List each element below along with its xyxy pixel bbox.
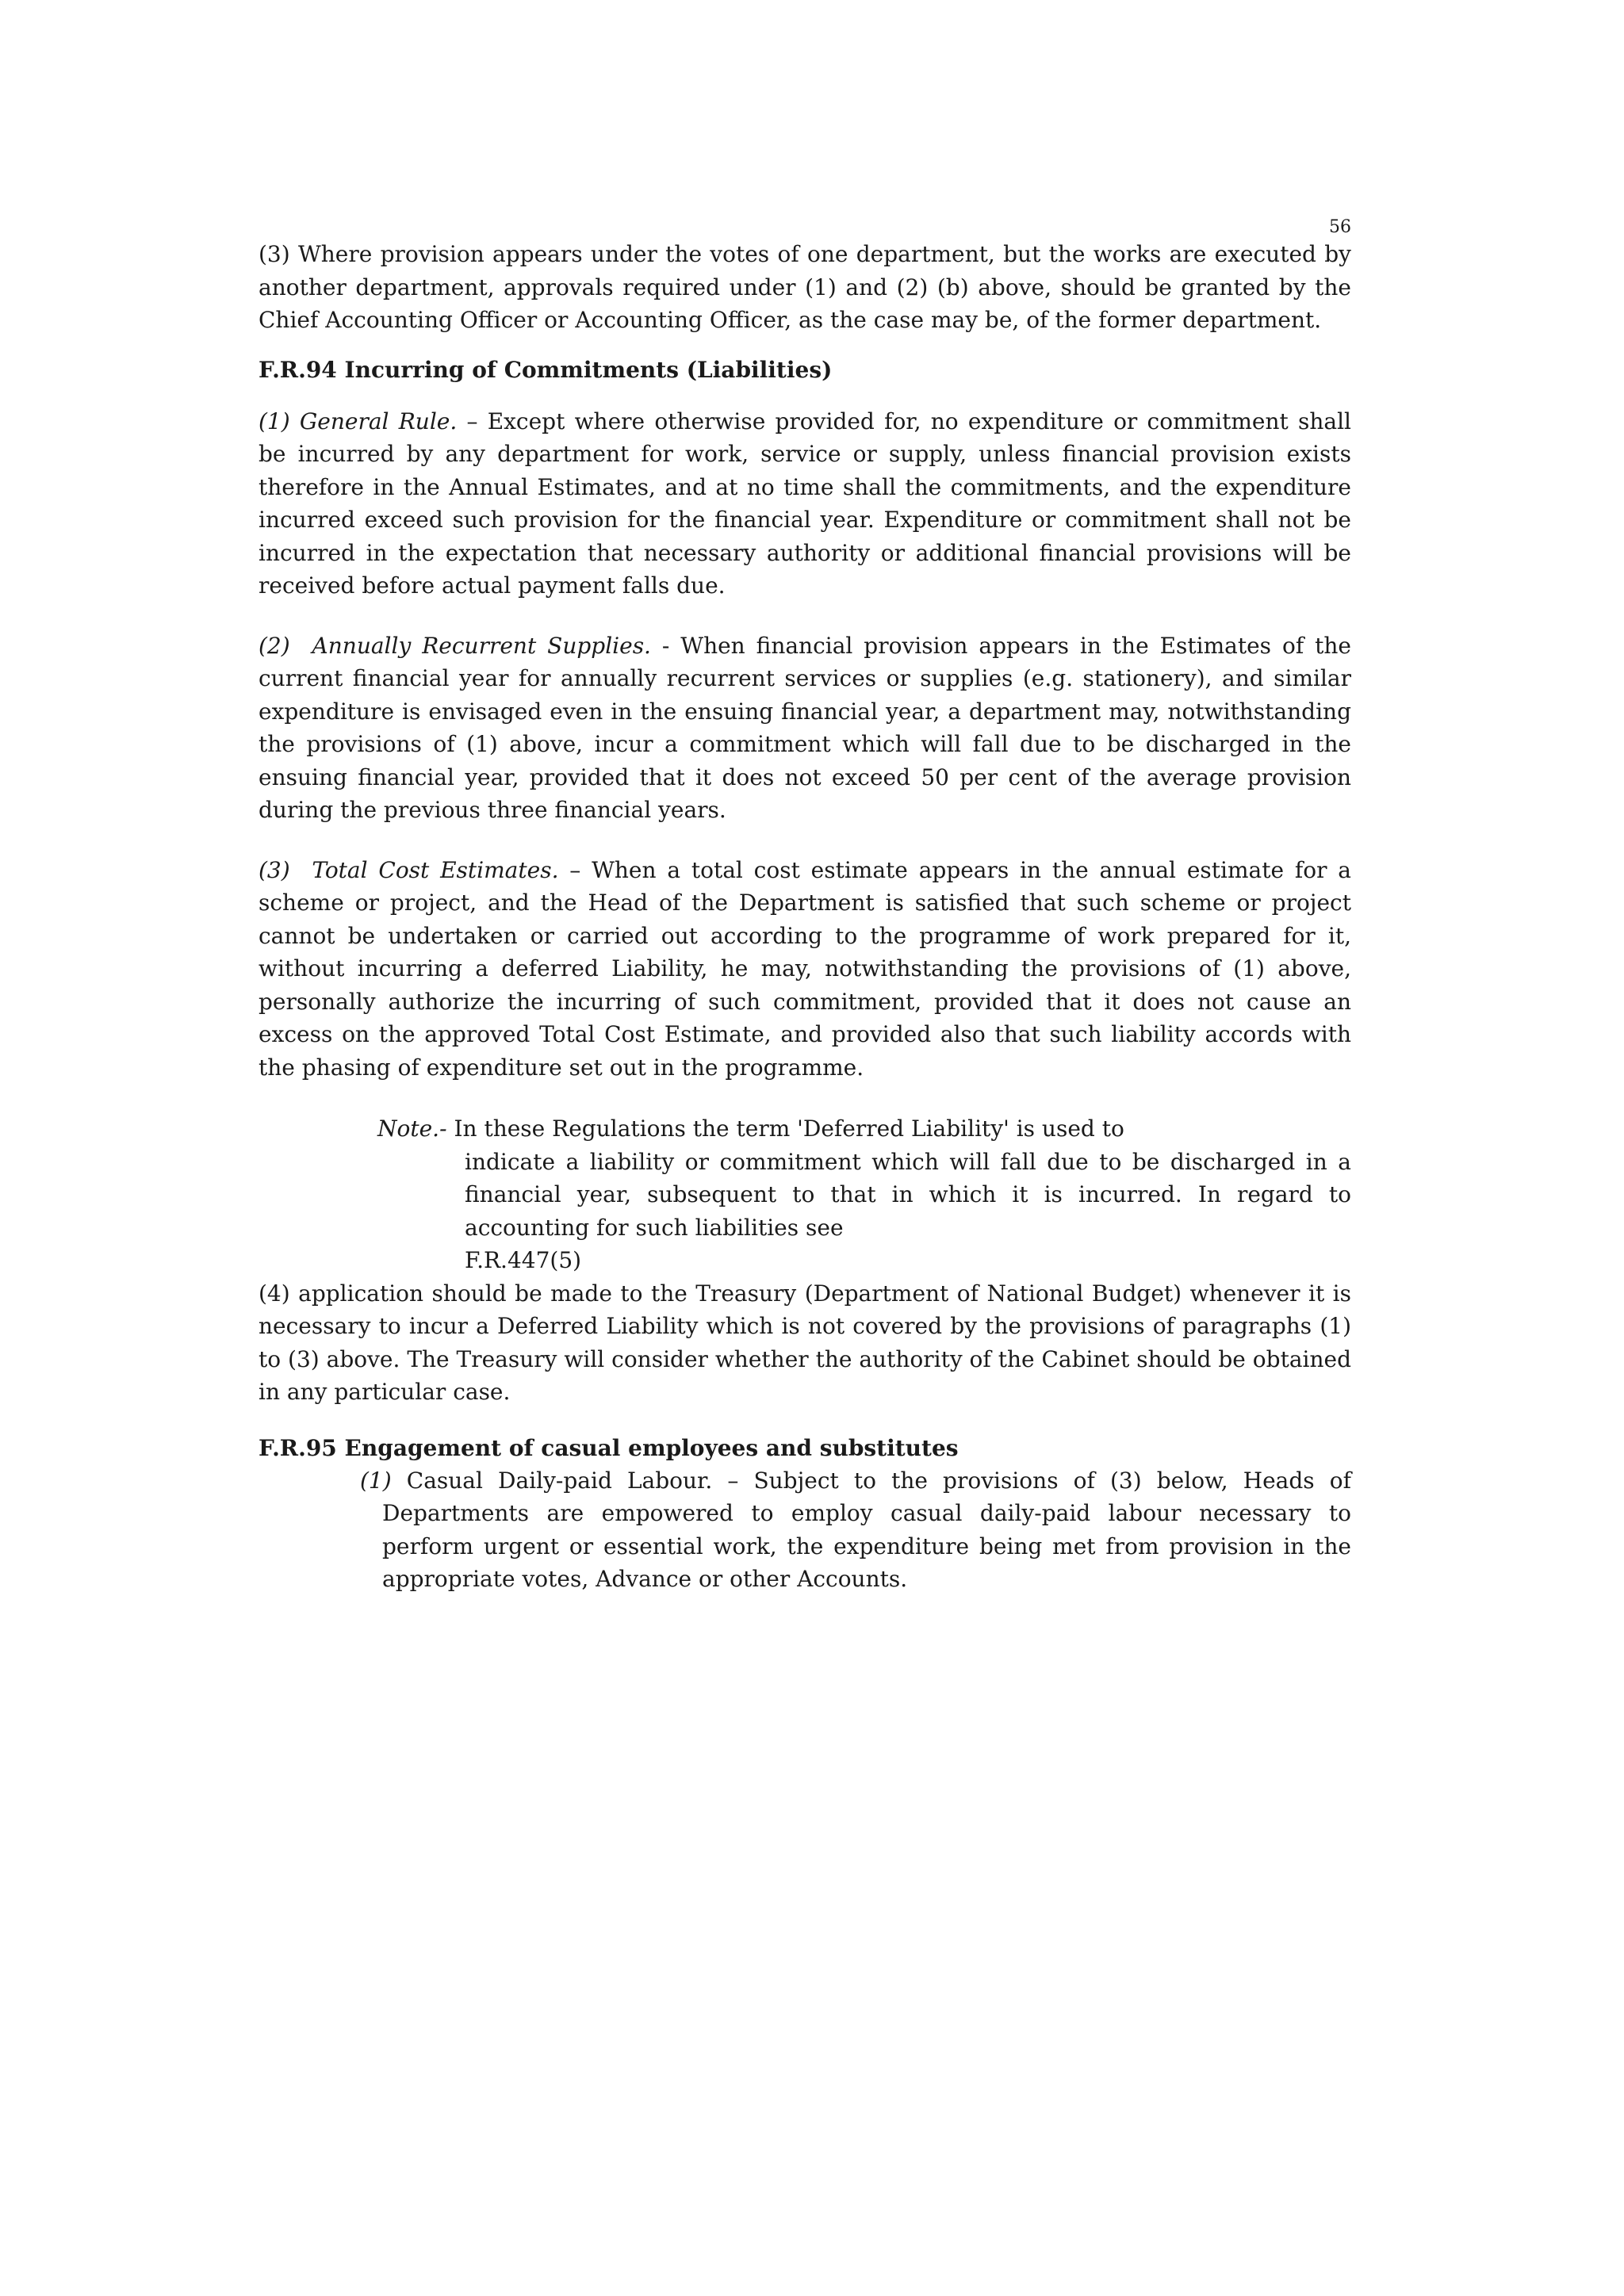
fr94-p1-number: (1) [259,408,290,434]
fr95-p1-text: Casual Daily-paid Labour. – Subject to the provisions of (3) below, Heads of Departments are empowered to employ casual daily-paid labour necessary to perform urgent or essential work, the expenditure being met from provision in the appropriate votes, Advance or other Accounts. [382,1467,1351,1592]
fr94-p2-number: (2) [259,632,290,659]
fr95-paragraph-1 [360,1464,1351,1596]
fr94-p3-text: – When a total cost estimate appears in the annual estimate for a scheme or project, and the Head of the Department is satisfied that such scheme or project cannot be undertaken or carried out according to the programme of work prepared for it, without incurring a deferred Liability, he may, notwithstanding the provisions of (1) above, personally authorize the incurring of such commitment, provided that it does not cause an excess on the approved Total Cost Estimate, and provided also that such liability accords with the phasing of expenditure set out in the programme. [259,856,1351,1081]
note-label: Note.- [377,1115,447,1142]
fr95-p1-number: (1) [360,1467,392,1494]
fr94-p2-title: Annually Recurrent Supplies. [312,632,651,659]
page-number: 56 [1329,217,1351,237]
note-first-text: In these Regulations the term 'Deferred Liability' is used to [446,1115,1124,1142]
fr94-paragraph-3 [259,854,1351,1085]
fr94-p2-text: - When financial provision appears in the Estimates of the current financial year for annually recurrent services or supplies (e.g. stationery), and similar expenditure is envisaged even in the ensuing financial year, a department may, notwithstanding the provisions of (1) above, incur a commitment which will fall due to be discharged in the ensuing financial year, provided that it does not exceed 50 per cent of the average provision during the previous three financial years. [259,632,1351,823]
document-page [259,216,1351,1596]
fr94-paragraph-2 [259,629,1351,827]
fr94-p3-number: (3) [259,856,290,883]
paragraph-3-provision: (3) Where provision appears under the votes of one department, but the works are executed by another department, approvals required under (1) and (2) (b) above, should be granted by the Chief Accounting Officer or Accounting Officer, as the case may be, of the former department. [259,241,1351,333]
fr94-paragraph-1 [259,405,1351,603]
section-heading-fr94: F.R.94 Incurring of Commitments (Liabilities) [259,356,833,383]
section-heading-fr95: F.R.95 Engagement of casual employees and substitutes [259,1434,959,1461]
fr94-p1-title: General Rule. [299,408,458,434]
note-first-line [377,1112,1351,1146]
fr94-p3-title: Total Cost Estimates. [312,856,559,883]
fr95-p1-paragraph [360,1464,1351,1596]
note-reference: F.R.447(5) [465,1247,582,1273]
fr94-paragraph-4: (4) application should be made to the Treasury (Department of National Budget) whenever it is necessary to incur a Deferred Liability which is not covered by the provisions of paragraphs (1) to (3) above. The Treasury will consider whether the authority of the Cabinet should be obtained in any particular case. [259,1280,1351,1405]
note-body: indicate a liability or commitment which will fall due to be discharged in a financial year, subsequent to that in which it is incurred. In regard to accounting for such liabilities see [465,1148,1351,1241]
fr94-p1-text: – Except where otherwise provided for, no expenditure or commitment shall be incurred by any department for work, service or supply, unless financial provision exists therefore in the Annual Estimates, and at no time shall the commitments, and the expenditure incurred exceed such provision for the financial year. Expenditure or commitment shall not be incurred in the expectation that necessary authority or additional financial provisions will be received before actual payment falls due. [259,408,1352,599]
note-block [377,1112,1351,1277]
